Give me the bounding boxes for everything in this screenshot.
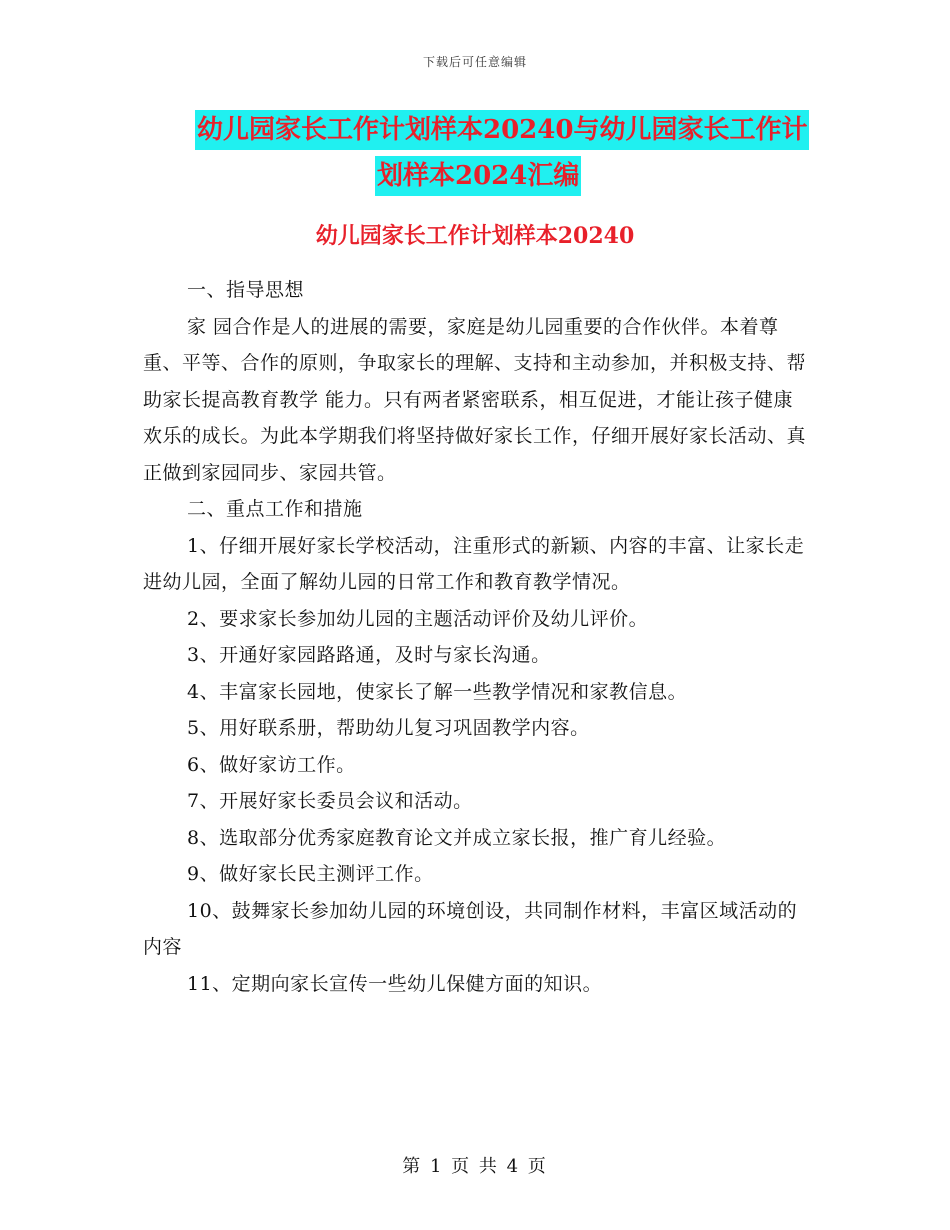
list-item-5: 5、用好联系册，帮助幼儿复习巩固教学内容。 (187, 717, 590, 739)
page-header-note: 下载后可任意编辑 (422, 55, 527, 69)
document-title-line-1: 幼儿园家长工作计划样本20240与幼儿园家长工作计 (195, 110, 809, 150)
list-item-2: 2、要求家长参加幼儿园的主题活动评价及幼儿评价。 (187, 607, 649, 630)
list-item-3: 3、开通好家园路路通，及时与家长沟通。 (187, 644, 551, 666)
heading-key-work: 二、重点工作和措施 (187, 498, 363, 520)
list-item-10: 10、鼓舞家长参加幼儿园的环境创设，共同制作材料，丰富区域活动的内容 (143, 899, 798, 958)
document-title-line-2: 划样本2024汇编 (375, 156, 581, 196)
list-item-4: 4、丰富家长园地，使家长了解一些教学情况和家教信息。 (187, 680, 688, 703)
page-number: 第 1 页 共 4 页 (402, 1156, 548, 1177)
section-title: 幼儿园家长工作计划样本20240 (315, 223, 635, 249)
list-item-11: 11、定期向家长宣传一些幼儿保健方面的知识。 (187, 972, 603, 995)
heading-guiding-ideology: 一、指导思想 (187, 279, 305, 301)
list-item-8: 8、选取部分优秀家庭教育论文并成立家长报，推广育儿经验。 (187, 826, 727, 849)
list-item-9: 9、做好家长民主测评工作。 (187, 863, 434, 885)
list-item-7: 7、开展好家长委员会议和活动。 (187, 790, 473, 812)
list-item-6: 6、做好家访工作。 (187, 753, 356, 776)
list-item-1: 1、仔细开展好家长学校活动，注重形式的新颖、内容的丰富、让家长走进幼儿园，全面了解幼儿园的日常工作和教育教学情况。 (143, 534, 805, 593)
paragraph-guiding-ideology: 家 园合作是人的进展的需要，家庭是幼儿园重要的合作伙伴。本着尊重、平等、合作的原则，争取家长的理解、支持和主动参加，并积极支持、帮助家长提高教育教学 能力。只有两者紧密联系，相互促进，才能让孩子健康欢乐的成长。为此本学期我们将坚持做好家长工作，仔细开展好家长活动、真正做到家园同步、家园共管。 (143, 315, 807, 484)
document-body (143, 272, 807, 1002)
